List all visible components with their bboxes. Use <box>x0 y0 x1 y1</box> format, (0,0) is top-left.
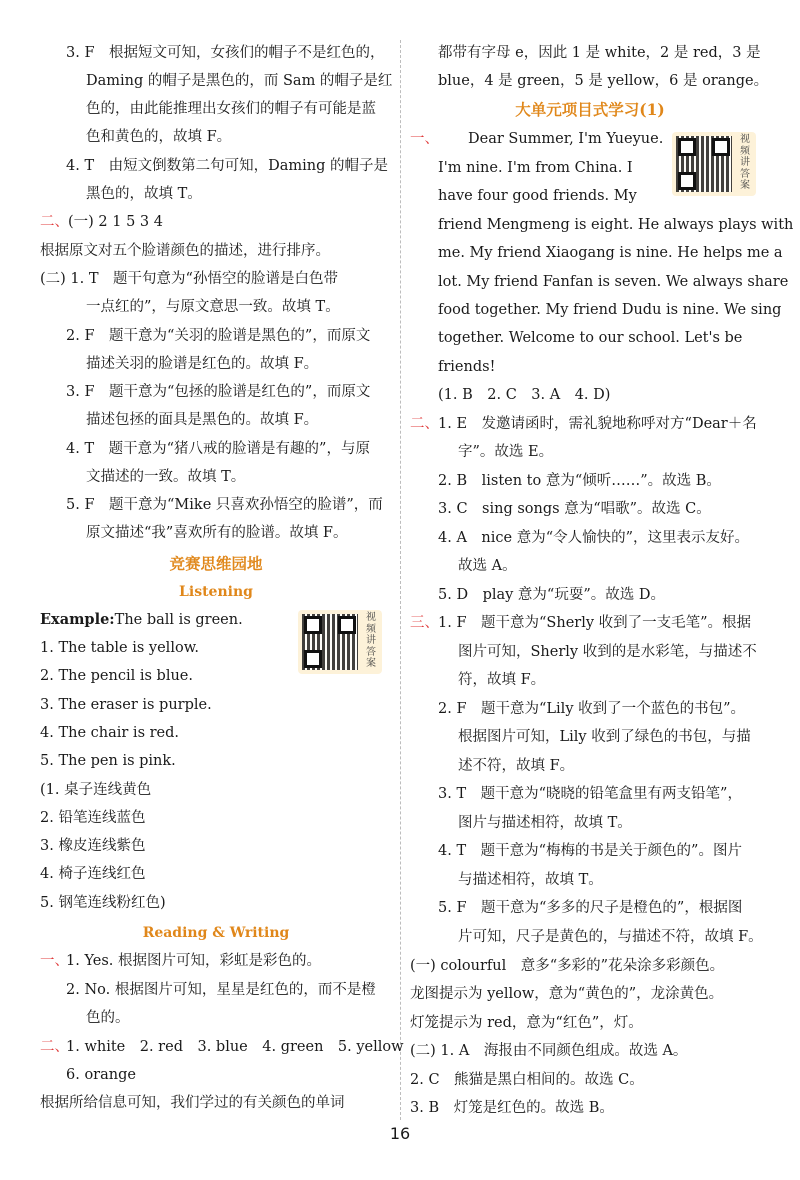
answer-line: 1. E 发邀请函时，需礼貌地称呼对方“Dear＋名 <box>438 416 757 432</box>
section-marker-san: 三、 <box>410 615 439 631</box>
listening-item: 5. The pen is pink. <box>40 753 176 769</box>
answer-line: 描述关羽的脸谱是红色的。故填 F。 <box>86 356 319 372</box>
answer-line: 3. T 题干意为“晓晓的铅笔盒里有两支铅笔”， <box>438 786 742 802</box>
answer-line: 2. B listen to 意为“倾听……”。故选 B。 <box>438 473 721 489</box>
passage-line: Dear Summer, I'm Yueyue. <box>468 131 664 147</box>
listening-item: 3. The eraser is purple. <box>40 697 212 713</box>
answer-line: 黑色的，故填 T。 <box>86 186 202 202</box>
answer-line: 文描述的一致。故填 T。 <box>86 469 246 485</box>
answer-line: 4. T 题干意为“猪八戒的脸谱是有趣的”，与原 <box>66 441 370 457</box>
passage-line: together. Welcome to our school. Let's be <box>438 330 743 346</box>
section-marker-yi: 一、 <box>40 953 69 969</box>
qr-finder <box>678 138 696 156</box>
listening-item: 1. The table is yellow. <box>40 640 199 656</box>
answer-line: 3. B 灯笼是红色的。故选 B。 <box>410 1100 614 1116</box>
answer-line: 4. A nice 意为“令人愉快的”，这里表示友好。 <box>438 530 750 546</box>
passage-line: lot. My friend Fanfan is seven. We always share <box>438 274 789 290</box>
answer-line: 4. T 题干意为“梅梅的书是关于颜色的”。图片 <box>438 843 742 859</box>
answer-line: 根据图片可知，Lily 收到了绿色的书包，与描 <box>458 729 751 745</box>
passage-line: friends! <box>438 359 496 375</box>
example-label: Example: <box>40 611 115 628</box>
answer-line: 述不符，故填 F。 <box>458 758 575 774</box>
answer-line: 色的，由此能推理出女孩们的帽子有可能是蓝 <box>86 101 376 117</box>
answer-line: 原文描述“我”喜欢所有的脸谱。故填 F。 <box>86 525 348 541</box>
qr-finder <box>338 616 356 634</box>
section-marker-yi: 一、 <box>410 131 439 147</box>
answer-line: 5. F 题干意为“Mike 只喜欢孙悟空的脸谱”，而 <box>66 497 383 513</box>
answer-line: (二) 1. T 题干句意为“孙悟空的脸谱是白色带 <box>40 271 338 287</box>
answer-line: 根据原文对五个脸谱颜色的描述，进行排序。 <box>40 243 330 259</box>
listening-item: 4. The chair is red. <box>40 725 180 741</box>
section-marker-er: 二、 <box>410 416 439 432</box>
rw-line: 2. No. 根据图片可知，星星是红色的，而不是橙 <box>66 982 376 998</box>
answer-line: 灯笼提示为 red，意为“红色”，灯。 <box>410 1015 643 1031</box>
listening-answer: 4. 椅子连线红色 <box>40 866 146 882</box>
example-line <box>40 609 243 631</box>
answer-line: 符，故填 F。 <box>458 672 546 688</box>
rw-line: 6. orange <box>66 1067 136 1083</box>
qr-label: 视频讲答案 <box>366 612 376 669</box>
answer-line: (一) colourful 意多“多彩的”花朵涂多彩颜色。 <box>410 958 725 974</box>
qr-finder <box>712 138 730 156</box>
answer-line: 3. F 题干意为“包拯的脸谱是红色的”，而原文 <box>66 384 371 400</box>
answer-line: 故选 A。 <box>458 558 517 574</box>
listening-item: 2. The pencil is blue. <box>40 668 193 684</box>
section-title: 竞赛思维园地 <box>169 554 263 573</box>
rw-line: 1. white 2. red 3. blue 4. green 5. yellow <box>66 1039 404 1055</box>
section-marker-er: 二、 <box>40 214 69 230</box>
passage-line: me. My friend Xiaogang is nine. He helps me a <box>438 245 783 261</box>
qr-code[interactable] <box>672 132 756 196</box>
answer-line: (一) 2 1 5 3 4 <box>68 214 163 230</box>
answer-line: 一点红的”，与原文意思一致。故填 T。 <box>86 299 340 315</box>
qr-finder <box>304 650 322 668</box>
answer-line: blue，4 是 green，5 是 yellow，6 是 orange。 <box>438 73 769 89</box>
qr-code[interactable] <box>298 610 382 674</box>
page-number: 16 <box>389 1124 411 1143</box>
qr-finder <box>304 616 322 634</box>
rw-line: 根据所给信息可知，我们学过的有关颜色的单词 <box>40 1095 345 1111</box>
answer-line: Daming 的帽子是黑色的，而 Sam 的帽子是红 <box>86 73 393 89</box>
answer-line: 字”。故选 E。 <box>458 444 554 460</box>
passage-line: have four good friends. My <box>438 188 637 204</box>
passage-line: I'm nine. I'm from China. I <box>438 160 633 176</box>
listening-answer: 2. 铅笔连线蓝色 <box>40 810 146 826</box>
answer-line: 与描述相符，故填 T。 <box>458 872 603 888</box>
qr-finder <box>678 172 696 190</box>
answer-line: 5. F 题干意为“多多的尺子是橙色的”，根据图 <box>438 900 743 916</box>
answer-line: 都带有字母 e，因此 1 是 white，2 是 red，3 是 <box>438 45 761 61</box>
rw-line: 1. Yes. 根据图片可知，彩虹是彩色的。 <box>66 953 321 969</box>
answer-line: (二) 1. A 海报由不同颜色组成。故选 A。 <box>410 1043 688 1059</box>
passage-line: friend Mengmeng is eight. He always plays with <box>438 217 794 233</box>
qr-label: 视频讲答案 <box>740 134 750 191</box>
unit-title: 大单元项目式学习(1) <box>515 100 665 119</box>
answer-line: 龙图提示为 yellow，意为“黄色的”，龙涂黄色。 <box>410 986 724 1002</box>
answer-line: 2. C 熊猫是黑白相间的。故选 C。 <box>410 1072 644 1088</box>
example-text: The ball is green. <box>114 612 243 628</box>
listening-answer: 5. 钢笔连线粉红色) <box>40 895 166 911</box>
answer-line: 2. F 题干意为“关羽的脸谱是黑色的”，而原文 <box>66 328 371 344</box>
rw-title: Reading & Writing <box>142 925 290 941</box>
answer-line: 4. T 由短文倒数第二句可知，Daming 的帽子是 <box>66 158 389 174</box>
passage-line: food together. My friend Dudu is nine. We sing <box>438 302 782 318</box>
answer-line: 3. F 根据短文可知，女孩们的帽子不是红色的， <box>66 45 385 61</box>
listening-answer: 3. 橡皮连线紫色 <box>40 838 146 854</box>
answer-line: 5. D play 意为“玩耍”。故选 D。 <box>438 587 665 603</box>
answer-line: 2. F 题干意为“Lily 收到了一个蓝色的书包”。 <box>438 701 746 717</box>
rw-line: 色的。 <box>86 1010 130 1026</box>
listening-title: Listening <box>179 584 253 600</box>
listening-answer: (1. 桌子连线黄色 <box>40 782 152 798</box>
answer-line: 图片可知，Sherly 收到的是水彩笔，与描述不 <box>458 644 757 660</box>
answer-line: 片可知，尺子是黄色的，与描述不符，故填 F。 <box>458 929 763 945</box>
answer-line: 1. F 题干意为“Sherly 收到了一支毛笔”。根据 <box>438 615 752 631</box>
answer-line: 描述包拯的面具是黑色的。故填 F。 <box>86 412 319 428</box>
answer-line: 3. C sing songs 意为“唱歌”。故选 C。 <box>438 501 711 517</box>
answer-line: 色和黄色的，故填 F。 <box>86 129 232 145</box>
column-divider <box>400 40 401 1120</box>
answer-line: 图片与描述相符，故填 T。 <box>458 815 632 831</box>
section-marker-er2: 二、 <box>40 1039 69 1055</box>
passage-answers: (1. B 2. C 3. A 4. D) <box>438 387 611 403</box>
